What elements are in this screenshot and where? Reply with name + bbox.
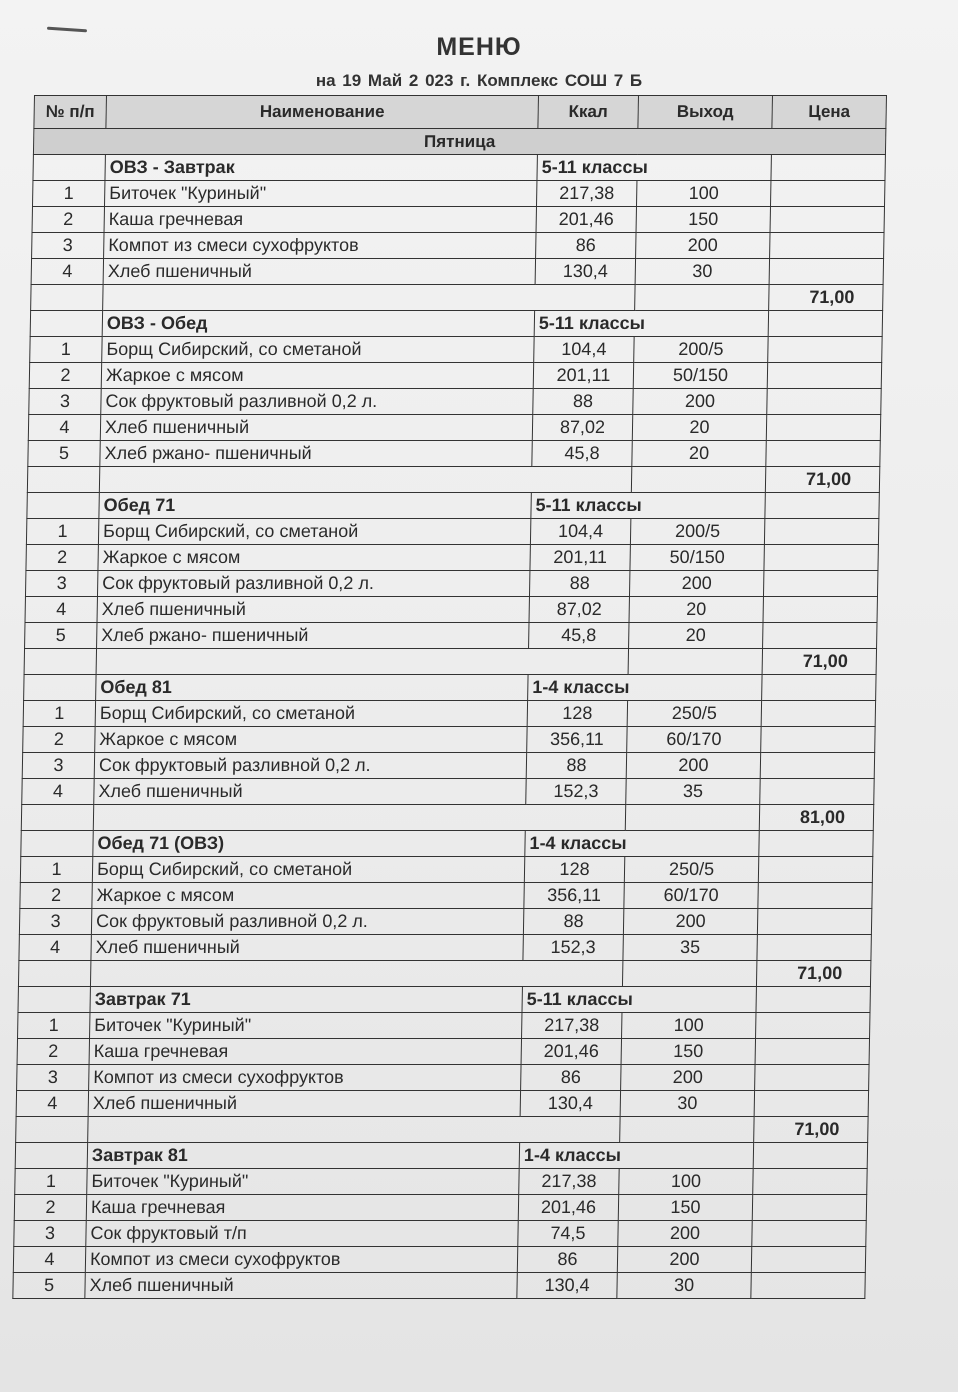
item-number: 5 <box>13 1273 85 1299</box>
section-name: ОВЗ - Обед <box>102 311 534 337</box>
section-header-row <box>30 311 882 337</box>
section-price-cell <box>753 1143 867 1169</box>
table-row <box>15 1169 867 1195</box>
section-name: Обед 81 <box>96 675 528 701</box>
section-header-row <box>18 987 870 1013</box>
item-price <box>764 519 878 545</box>
item-name: Жаркое с мясом <box>92 883 524 909</box>
total-blank-cell <box>635 285 769 311</box>
total-blank-cell <box>631 467 765 493</box>
section-number-cell <box>24 675 96 701</box>
item-number: 2 <box>14 1195 86 1221</box>
table-header-row <box>34 96 887 129</box>
item-name: Каша гречневая <box>86 1195 518 1221</box>
item-number: 3 <box>14 1221 86 1247</box>
table-row <box>17 1065 869 1091</box>
item-name: Жаркое с мясом <box>101 363 533 389</box>
page-title: МЕНЮ <box>436 33 522 61</box>
section-price-cell <box>756 987 870 1013</box>
table-row <box>30 337 882 363</box>
section-name: Обед 71 <box>99 493 531 519</box>
item-output: 200 <box>618 1221 752 1247</box>
item-kcal: 201,46 <box>536 207 636 233</box>
item-kcal: 217,38 <box>536 181 636 207</box>
header-number: № п/п <box>34 96 107 129</box>
item-output: 50/150 <box>633 363 767 389</box>
item-name: Компот из смеси сухофруктов <box>104 233 536 259</box>
section-header-row <box>24 675 876 701</box>
section-price-cell <box>771 155 885 181</box>
section-price-cell <box>759 831 873 857</box>
total-blank-cell <box>99 467 631 493</box>
item-price <box>758 883 872 909</box>
item-number: 1 <box>15 1169 87 1195</box>
item-price <box>752 1195 866 1221</box>
table-row <box>22 779 874 805</box>
item-name: Борщ Сибирский, со сметаной <box>102 337 534 363</box>
table-row <box>32 181 884 207</box>
item-kcal: 152,3 <box>523 935 623 961</box>
item-kcal: 201,11 <box>530 545 630 571</box>
item-output: 50/150 <box>630 545 764 571</box>
item-price <box>767 363 881 389</box>
item-price <box>768 337 882 363</box>
table-row <box>13 1273 865 1299</box>
section-classes: 5-11 классы <box>534 311 768 337</box>
item-kcal: 217,38 <box>522 1013 622 1039</box>
item-number: 2 <box>26 545 98 571</box>
total-blank-cell <box>21 805 93 831</box>
item-name: Биточек "Куриный" <box>104 181 536 207</box>
item-name: Биточек "Куриный" <box>90 1013 522 1039</box>
item-name: Хлеб пшеничный <box>91 935 523 961</box>
table-row <box>13 1247 865 1273</box>
table-row <box>17 1039 869 1065</box>
total-blank-cell <box>620 1117 754 1143</box>
item-price <box>751 1273 865 1299</box>
total-blank-cell <box>103 285 635 311</box>
item-kcal: 87,02 <box>532 415 632 441</box>
table-row <box>20 883 872 909</box>
day-label: Пятница <box>33 129 885 155</box>
total-blank-cell <box>90 961 622 987</box>
section-number-cell <box>21 831 93 857</box>
table-row <box>14 1195 866 1221</box>
section-number-cell <box>27 493 99 519</box>
item-price <box>756 1013 870 1039</box>
item-output: 150 <box>621 1039 755 1065</box>
item-price <box>761 727 875 753</box>
section-price-cell <box>765 493 879 519</box>
table-row <box>29 363 881 389</box>
item-kcal: 152,3 <box>526 779 626 805</box>
table-row <box>18 1013 870 1039</box>
item-output: 60/170 <box>624 883 758 909</box>
table-row <box>26 545 878 571</box>
item-kcal: 86 <box>517 1247 617 1273</box>
item-price <box>751 1247 865 1273</box>
item-kcal: 86 <box>536 233 636 259</box>
section-classes: 5-11 классы <box>537 155 771 181</box>
item-output: 200 <box>621 1065 755 1091</box>
item-output: 200/5 <box>630 519 764 545</box>
item-name: Сок фруктовый разливной 0,2 л. <box>101 389 533 415</box>
item-name: Борщ Сибирский, со сметаной <box>95 701 527 727</box>
table-row <box>19 935 871 961</box>
item-number: 1 <box>26 519 98 545</box>
section-header-row <box>27 493 879 519</box>
item-kcal: 104,4 <box>530 519 630 545</box>
item-price <box>763 571 877 597</box>
item-name: Хлеб пшеничный <box>100 415 532 441</box>
item-name: Сок фруктовый разливной 0,2 л. <box>94 753 526 779</box>
section-classes: 1-4 классы <box>519 1143 753 1169</box>
menu-table <box>12 95 887 1299</box>
item-name: Биточек "Куриный" <box>87 1169 519 1195</box>
section-total-row <box>16 1117 868 1143</box>
item-price <box>764 545 878 571</box>
item-output: 200 <box>626 753 760 779</box>
table-row <box>14 1221 866 1247</box>
total-blank-cell <box>24 649 96 675</box>
table-row <box>16 1091 868 1117</box>
item-kcal: 74,5 <box>518 1221 618 1247</box>
item-number: 4 <box>19 935 91 961</box>
table-row <box>32 207 884 233</box>
table-row <box>25 571 877 597</box>
item-name: Хлеб ржано- пшеничный <box>97 623 529 649</box>
item-output: 20 <box>629 623 763 649</box>
item-kcal: 88 <box>523 909 623 935</box>
item-price <box>753 1169 867 1195</box>
item-price <box>766 441 880 467</box>
item-output: 35 <box>626 779 760 805</box>
table-row <box>23 701 875 727</box>
item-output: 35 <box>623 935 757 961</box>
item-number: 3 <box>19 909 91 935</box>
item-kcal: 201,46 <box>518 1195 618 1221</box>
item-output: 200 <box>623 909 757 935</box>
item-name: Хлеб пшеничный <box>85 1273 517 1299</box>
item-output: 200/5 <box>634 337 768 363</box>
item-kcal: 88 <box>526 753 626 779</box>
table-row <box>32 233 884 259</box>
section-price-cell <box>762 675 876 701</box>
item-name: Сок фруктовый разливной 0,2 л. <box>91 909 523 935</box>
item-kcal: 356,11 <box>527 727 627 753</box>
item-price <box>752 1221 866 1247</box>
item-number: 2 <box>23 727 95 753</box>
item-name: Компот из смеси сухофруктов <box>85 1247 517 1273</box>
item-name: Сок фруктовый т/п <box>86 1221 518 1247</box>
section-header-row <box>21 831 873 857</box>
section-name: ОВЗ - Завтрак <box>105 155 537 181</box>
section-total-price: 71,00 <box>769 285 883 311</box>
item-output: 100 <box>622 1013 756 1039</box>
total-blank-cell <box>628 649 762 675</box>
item-price <box>760 779 874 805</box>
item-price <box>766 415 880 441</box>
item-name: Сок фруктовый разливной 0,2 л. <box>97 571 529 597</box>
item-name: Каша гречневая <box>89 1039 521 1065</box>
section-classes: 5-11 классы <box>531 493 765 519</box>
item-number: 4 <box>28 415 100 441</box>
item-name: Хлеб пшеничный <box>103 259 535 285</box>
item-number: 1 <box>23 701 95 727</box>
item-output: 100 <box>636 181 770 207</box>
section-name: Завтрак 81 <box>87 1143 519 1169</box>
section-total-price: 81,00 <box>759 805 873 831</box>
section-total-price: 71,00 <box>762 649 876 675</box>
item-kcal: 356,11 <box>524 883 624 909</box>
section-total-price: 71,00 <box>756 961 870 987</box>
header-output: Выход <box>638 96 773 129</box>
section-total-row <box>27 467 879 493</box>
item-number: 3 <box>29 389 101 415</box>
table-row <box>20 857 872 883</box>
item-kcal: 88 <box>533 389 633 415</box>
item-price <box>770 207 884 233</box>
item-price <box>755 1039 869 1065</box>
item-price <box>757 909 871 935</box>
total-blank-cell <box>96 649 628 675</box>
section-price-cell <box>768 311 882 337</box>
item-output: 200 <box>629 571 763 597</box>
item-kcal: 130,4 <box>520 1091 620 1117</box>
item-number: 3 <box>22 753 94 779</box>
item-price <box>754 1091 868 1117</box>
day-row <box>33 129 885 155</box>
item-number: 2 <box>32 207 104 233</box>
item-name: Хлеб пшеничный <box>94 779 526 805</box>
table-row <box>29 389 881 415</box>
item-output: 20 <box>632 441 766 467</box>
item-kcal: 130,4 <box>517 1273 617 1299</box>
item-kcal: 128 <box>524 857 624 883</box>
header-name: Наименование <box>106 96 539 129</box>
item-price <box>757 935 871 961</box>
item-output: 150 <box>618 1195 752 1221</box>
item-name: Хлеб пшеничный <box>88 1091 520 1117</box>
table-row <box>23 727 875 753</box>
item-name: Жаркое с мясом <box>95 727 527 753</box>
item-number: 3 <box>25 571 97 597</box>
item-output: 30 <box>617 1273 751 1299</box>
item-name: Жаркое с мясом <box>98 545 530 571</box>
item-kcal: 86 <box>521 1065 621 1091</box>
total-blank-cell <box>93 805 625 831</box>
table-row <box>28 441 880 467</box>
section-total-row <box>21 805 873 831</box>
item-price <box>767 389 881 415</box>
item-output: 30 <box>635 259 769 285</box>
item-output: 30 <box>620 1091 754 1117</box>
item-number: 2 <box>29 363 101 389</box>
pen-mark <box>47 27 87 33</box>
section-total-price: 71,00 <box>754 1117 868 1143</box>
table-row <box>25 597 877 623</box>
item-kcal: 104,4 <box>534 337 634 363</box>
table-row <box>22 753 874 779</box>
item-number: 3 <box>17 1065 89 1091</box>
section-header-row <box>33 155 885 181</box>
item-output: 150 <box>636 207 770 233</box>
item-price <box>770 181 884 207</box>
item-number: 1 <box>32 181 104 207</box>
section-classes: 5-11 классы <box>522 987 756 1013</box>
item-kcal: 130,4 <box>535 259 635 285</box>
item-price <box>763 623 877 649</box>
item-name: Каша гречневая <box>104 207 536 233</box>
item-price <box>760 753 874 779</box>
item-name: Хлеб ржано- пшеничный <box>100 441 532 467</box>
section-name: Обед 71 (ОВЗ) <box>93 831 525 857</box>
menu-table-wrap <box>12 95 886 1299</box>
section-header-row <box>15 1143 867 1169</box>
table-row <box>28 415 880 441</box>
item-output: 250/5 <box>624 857 758 883</box>
item-number: 4 <box>13 1247 85 1273</box>
item-number: 1 <box>18 1013 90 1039</box>
item-price <box>763 597 877 623</box>
item-name: Борщ Сибирский, со сметаной <box>92 857 524 883</box>
item-name: Борщ Сибирский, со сметаной <box>98 519 530 545</box>
item-output: 250/5 <box>627 701 761 727</box>
item-output: 200 <box>633 389 767 415</box>
item-number: 2 <box>17 1039 89 1065</box>
total-blank-cell <box>622 961 756 987</box>
item-number: 4 <box>22 779 94 805</box>
item-number: 4 <box>16 1091 88 1117</box>
item-price <box>755 1065 869 1091</box>
total-blank-cell <box>31 285 103 311</box>
item-name: Компот из смеси сухофруктов <box>89 1065 521 1091</box>
item-price <box>769 259 883 285</box>
item-kcal: 87,02 <box>529 597 629 623</box>
item-kcal: 201,11 <box>533 363 633 389</box>
section-name: Завтрак 71 <box>90 987 522 1013</box>
item-kcal: 128 <box>527 701 627 727</box>
menu-table-body <box>13 129 886 1299</box>
table-row <box>26 519 878 545</box>
section-classes: 1-4 классы <box>528 675 762 701</box>
item-number: 2 <box>20 883 92 909</box>
item-price <box>770 233 884 259</box>
item-output: 100 <box>619 1169 753 1195</box>
item-price <box>758 857 872 883</box>
item-kcal: 45,8 <box>532 441 632 467</box>
section-total-row <box>31 285 883 311</box>
total-blank-cell <box>27 467 99 493</box>
table-row <box>31 259 883 285</box>
table-row <box>25 623 877 649</box>
section-total-price: 71,00 <box>765 467 879 493</box>
section-number-cell <box>30 311 102 337</box>
section-number-cell <box>15 1143 87 1169</box>
section-number-cell <box>33 155 105 181</box>
item-number: 5 <box>28 441 100 467</box>
header-kcal: Ккал <box>538 96 639 129</box>
item-number: 1 <box>30 337 102 363</box>
section-classes: 1-4 классы <box>525 831 759 857</box>
item-kcal: 88 <box>529 571 629 597</box>
item-output: 60/170 <box>627 727 761 753</box>
item-name: Хлеб пшеничный <box>97 597 529 623</box>
page-subtitle: на 19 Май 2 023 г. Комплекс СОШ 7 Б <box>315 71 643 90</box>
total-blank-cell <box>16 1117 88 1143</box>
item-number: 1 <box>20 857 92 883</box>
item-output: 20 <box>629 597 763 623</box>
item-kcal: 201,46 <box>521 1039 621 1065</box>
item-price <box>761 701 875 727</box>
section-total-row <box>24 649 876 675</box>
total-blank-cell <box>18 961 90 987</box>
item-output: 200 <box>636 233 770 259</box>
item-number: 4 <box>25 597 97 623</box>
item-kcal: 217,38 <box>519 1169 619 1195</box>
item-number: 3 <box>32 233 104 259</box>
item-output: 20 <box>632 415 766 441</box>
total-blank-cell <box>625 805 759 831</box>
section-number-cell <box>18 987 90 1013</box>
section-total-row <box>18 961 870 987</box>
item-number: 4 <box>31 259 103 285</box>
item-number: 5 <box>25 623 97 649</box>
table-row <box>19 909 871 935</box>
item-kcal: 45,8 <box>529 623 629 649</box>
header-price: Цена <box>772 96 887 129</box>
total-blank-cell <box>88 1117 620 1143</box>
item-output: 200 <box>617 1247 751 1273</box>
